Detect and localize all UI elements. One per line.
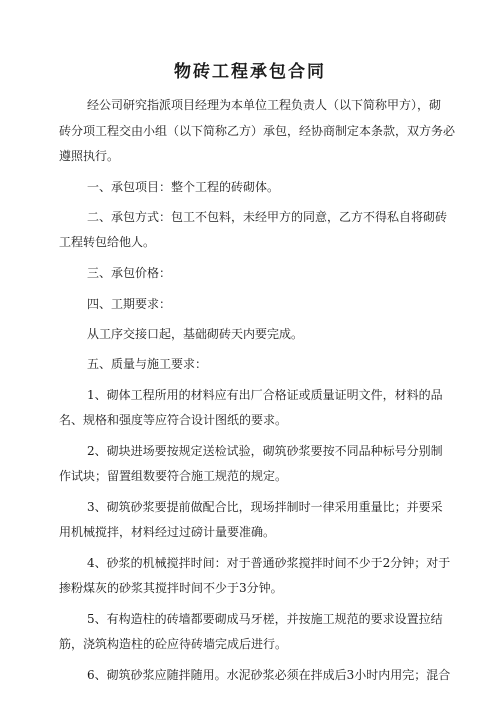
paragraph-line: 经公司研究指派项目经理为本单位工程负责人（以下简称甲方），砌 bbox=[87, 98, 442, 112]
paragraph-line: 用机械搅拌，材料经过过磅计量要准确。 bbox=[59, 525, 276, 539]
paragraph-line: 一、承包项目：整个工程的砖砌体。 bbox=[87, 180, 280, 194]
paragraph-line: 6、砌筑砂浆应随拌随用。水泥砂浆必须在拌成后3小时内用完；混合 bbox=[87, 668, 451, 682]
document-title: 物砖工程承包合同 bbox=[174, 62, 326, 82]
paragraph-line: 工程转包给他人。 bbox=[59, 235, 156, 249]
paragraph-line: 二、承包方式：包工不包料，未经甲方的同意，乙方不得私自将砌砖 bbox=[87, 210, 448, 224]
paragraph-line: 遵照执行。 bbox=[59, 149, 120, 163]
paragraph-line: 名、规格和强度等应符合设计图纸的要求。 bbox=[59, 413, 288, 427]
paragraph-line: 作试块；留置组数要符合施工规范的规定。 bbox=[59, 469, 288, 483]
paragraph-line: 4、砂浆的机械搅拌时间：对于普通砂浆搅拌时间不少于2分钟；对于 bbox=[87, 556, 451, 570]
paragraph-line: 四、工期要求： bbox=[87, 297, 172, 311]
paragraph-line: 从工序交接口起，基础砌砖天内要完成。 bbox=[87, 327, 304, 341]
paragraph-line: 五、质量与施工要求： bbox=[87, 357, 208, 371]
paragraph-line: 3、砌筑砂浆要提前做配合比，现场拌制时一律采用重量比；并要采 bbox=[87, 500, 443, 514]
paragraph-line: 砖分项工程交由小组（以下简称乙方）承包，经协商制定本条款，双方务必 bbox=[59, 124, 456, 138]
paragraph-line: 筋，浇筑构造柱的砼应待砖墙完成后进行。 bbox=[59, 637, 288, 651]
paragraph-line: 2、砌块进场要按规定送检试验，砌筑砂浆要按不同品种标号分别制 bbox=[87, 444, 443, 458]
paragraph-line: 1、砌体工程所用的材料应有出厂合格证或质量证明文件，材料的品 bbox=[87, 388, 443, 402]
paragraph-line: 5、有构造柱的砖墙都要砌成马牙槎，并按施工规范的要求设置拉结 bbox=[87, 612, 443, 626]
paragraph-line: 掺粉煤灰的砂浆其搅拌时间不少于3分钟。 bbox=[59, 581, 283, 595]
paragraph-line: 三、承包价格： bbox=[87, 266, 172, 280]
